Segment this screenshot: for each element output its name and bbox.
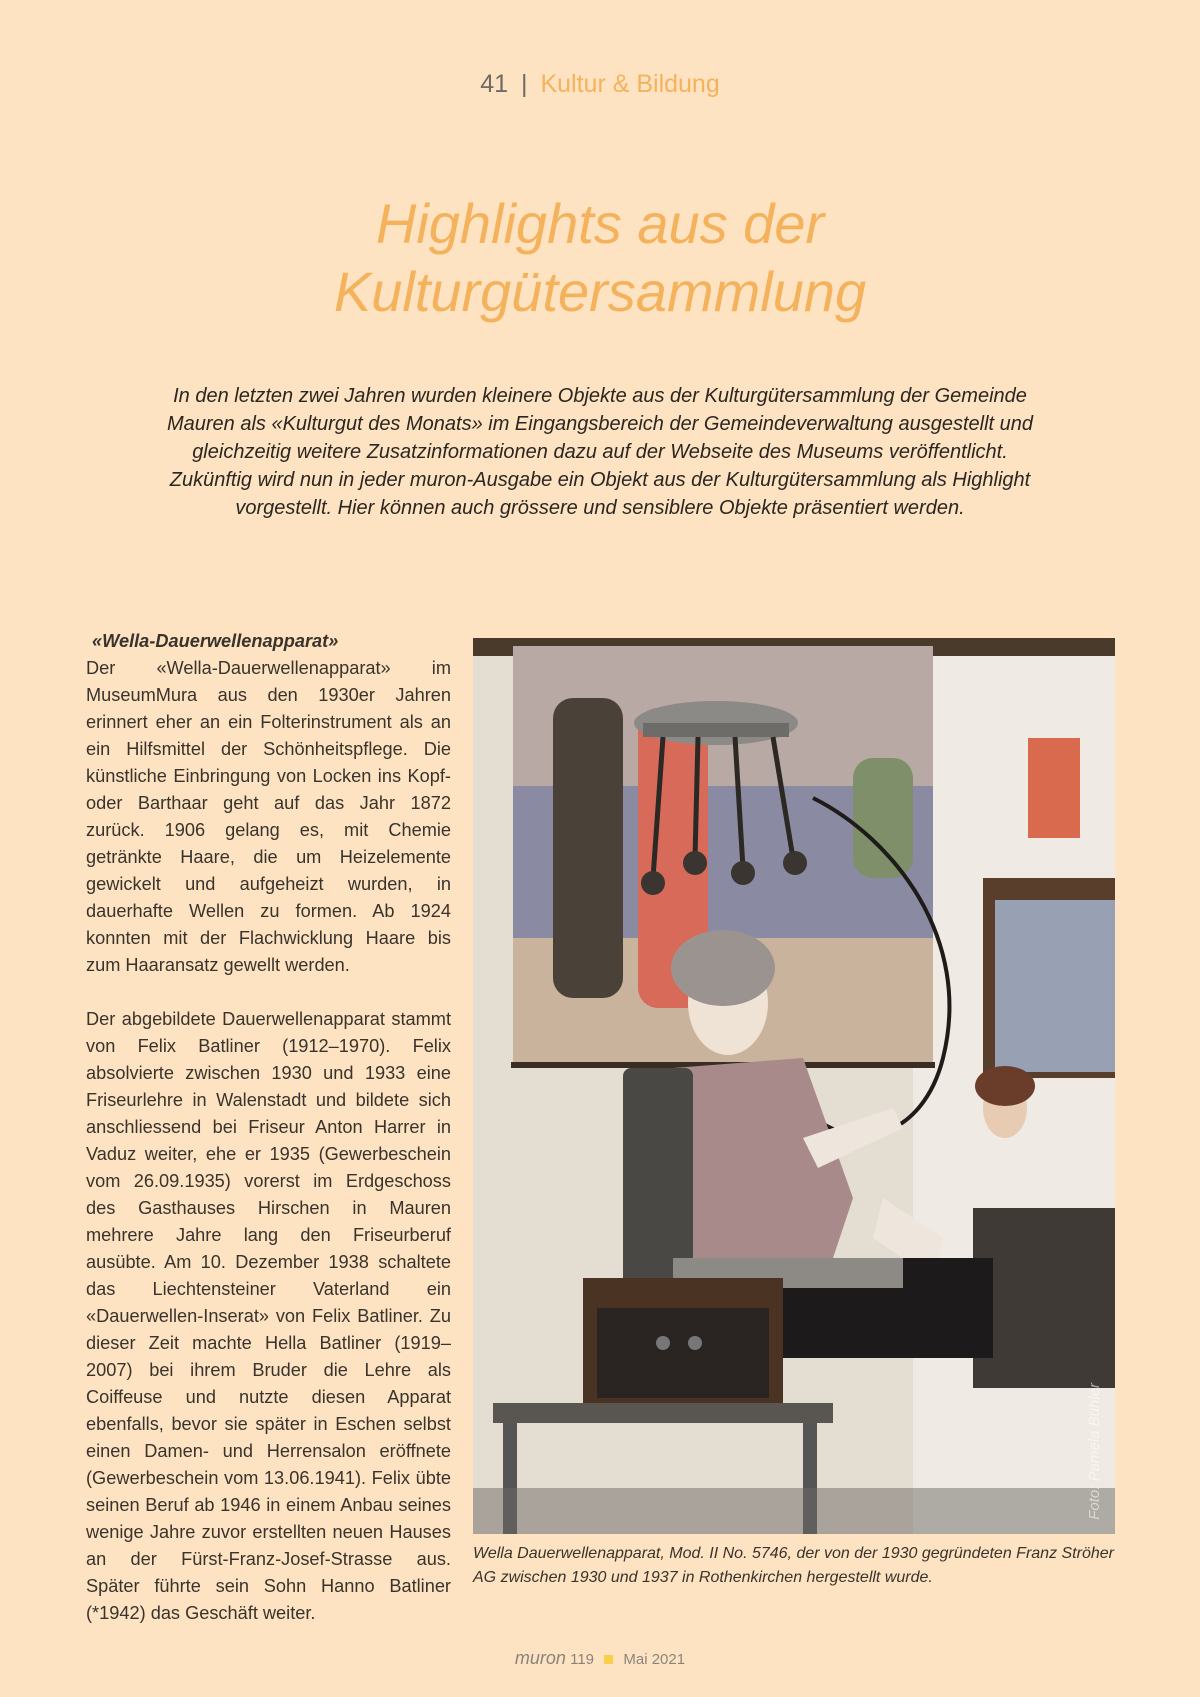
article-column [86, 628, 451, 1627]
footer-brand: muron [514, 1648, 566, 1668]
photo-caption: Wella Dauerwellenapparat, Mod. II No. 5746, der von der 1930 gegründeten Franz Ströher AG zwischen 1930 und 1937 in Rothenkirchen hergestellt wurde. [473, 1545, 1114, 1586]
page-footer [0, 1648, 1200, 1669]
photo-illustration [473, 638, 1115, 1534]
article-paragraph-1: Der «Wella-Dauerwellenapparat» im MuseumMura aus den 1930er Jahren erinnert eher an ein Folterinstrument als an ein Hilfsmittel der Schönheitspflege. Die künstliche Einbringung von Locken ins Kopf- oder Barthaar geht auf das Jahr 1872 zurück. 1906 gelang es, mit Chemie getränkte Haare, die um Heizelemente gewickelt und aufgeheizt wurden, in dauerhafte Wellen zu formen. Ab 1924 konnten mit der Flachwicklung Haare bis zum Haaransatz gewellt werden. [86, 658, 451, 975]
footer-square-icon [604, 1655, 613, 1664]
footer-issue: 119 [570, 1651, 595, 1668]
footer-date: Mai 2021 [623, 1651, 686, 1668]
section-name: Kultur & Bildung [540, 70, 720, 98]
title-line-1: Highlights aus der [375, 192, 825, 255]
title-line-2: Kulturgütersammlung [333, 260, 867, 323]
lead-paragraph: In den letzten zwei Jahren wurden kleinere Objekte aus der Kulturgütersammlung der Gemeinde Mauren als «Kulturgut des Monats» im Eingangsbereich der Gemeindeverwaltung ausgestellt und gleichzeitig weitere Zusatzinformationen dazu auf der Webseite des Museums veröffentlicht. Zukünftig wird nun in jeder muron-Ausgabe ein Objekt aus der Kulturgütersammlung als Highlight vorgestellt. Hier können auch grössere und sensiblere Objekte präsentiert werden. [166, 385, 1034, 519]
header-separator: | [521, 70, 528, 98]
article-paragraph-2: Der abgebildete Dauerwellenapparat stammt von Felix Batliner (1912–1970). Felix absolvierte zwischen 1930 und 1933 eine Friseurlehre in Walenstadt und bildete sich anschliessend bei Friseur Anton Harrer in Vaduz weiter, ehe er 1935 (Gewerbeschein vom 26.09.1935) vorerst im Erdgeschoss des Gasthauses Hirschen in Mauren mehrere Jahre lang den Friseurberuf ausübte. Am 10. Dezember 1938 schaltete das Liechtensteiner Vaterland ein «Dauerwellen-Inserat» von Felix Batliner. Zu dieser Zeit machte Hella Batliner (1919–2007) bei ihrem Bruder die Lehre als Coiffeuse und nutzte diesen Apparat ebenfalls, bevor sie später in Eschen selbst einen Damen- und Herrensalon eröffnete (Gewerbeschein vom 13.06.1941). Felix übte seinen Beruf ab 1946 in einem Anbau seines wenige Jahre zuvor erstellten neuen Hauses an der Fürst-Franz-Josef-Strasse aus. Später führte sein Sohn Hanno Batliner (*1942) das Geschäft weiter. [86, 1009, 451, 1623]
article-heading: «Wella-Dauerwellenapparat» [92, 631, 339, 651]
page-number: 41 [480, 70, 509, 98]
page-title [0, 190, 1200, 326]
article-photo [473, 638, 1115, 1534]
photo-credit: Foto: Pamela Bühler [1086, 1383, 1103, 1520]
page-header [0, 70, 1200, 99]
